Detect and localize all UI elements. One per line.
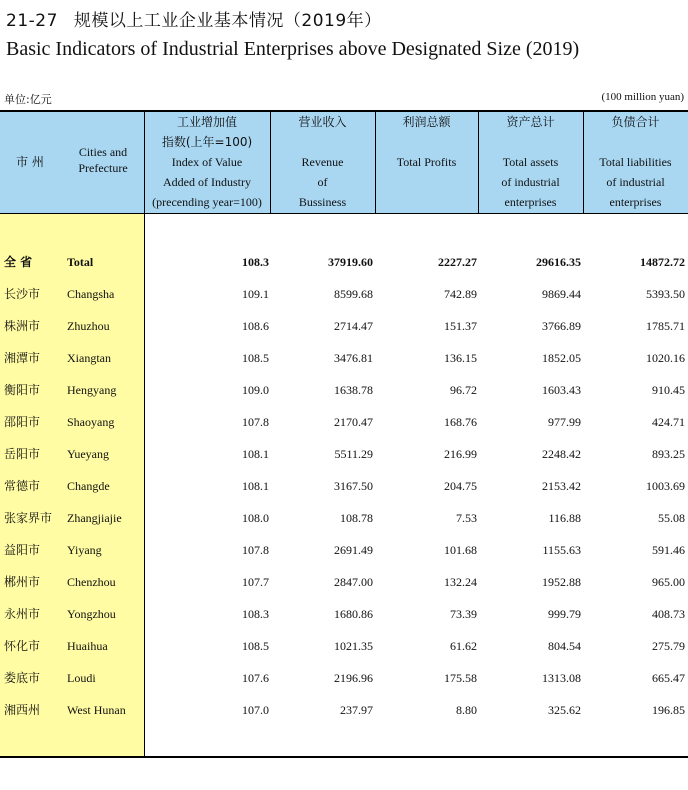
city-name-cn: 永州市 xyxy=(4,607,41,621)
city-name-en: Changde xyxy=(67,479,110,493)
value-profits: 96.72 xyxy=(450,383,477,397)
value-assets: 2248.42 xyxy=(542,447,581,461)
value-index: 108.6 xyxy=(242,319,269,333)
value-assets: 29616.35 xyxy=(536,255,581,269)
value-profits: 151.37 xyxy=(444,319,477,333)
value-profits: 2227.27 xyxy=(438,255,477,269)
city-name-en: Zhuzhou xyxy=(67,319,110,333)
value-revenue: 5511.29 xyxy=(334,447,373,461)
city-name-en: Xiangtan xyxy=(67,351,111,365)
city-name-cn: 常德市 xyxy=(4,479,41,493)
value-assets: 977.99 xyxy=(548,415,581,429)
value-assets: 9869.44 xyxy=(542,287,581,301)
city-name-cn: 益阳市 xyxy=(4,543,41,557)
city-name-en: Hengyang xyxy=(67,383,117,397)
table-row xyxy=(0,598,688,630)
value-profits: 73.39 xyxy=(450,607,477,621)
city-name-cn: 长沙市 xyxy=(4,287,41,301)
value-liabilities: 893.25 xyxy=(652,447,685,461)
city-name-en: Loudi xyxy=(67,671,96,685)
value-profits: 216.99 xyxy=(444,447,477,461)
value-index: 107.0 xyxy=(242,703,269,717)
table-row xyxy=(0,566,688,598)
value-index: 108.0 xyxy=(242,511,269,525)
header-index: 工业增加值 指数(上年=100) Index of Value Added of Industry (precending year=100) xyxy=(152,115,262,209)
city-name-cn: 湘西州 xyxy=(4,703,41,717)
city-name-cn: 岳阳市 xyxy=(4,447,41,461)
table-row xyxy=(0,662,688,694)
value-profits: 101.68 xyxy=(444,543,477,557)
table-row xyxy=(0,406,688,438)
value-assets: 325.62 xyxy=(548,703,581,717)
value-liabilities: 591.46 xyxy=(652,543,685,557)
value-liabilities: 14872.72 xyxy=(640,255,685,269)
value-liabilities: 1785.71 xyxy=(646,319,685,333)
value-assets: 1603.43 xyxy=(542,383,581,397)
value-index: 109.1 xyxy=(242,287,269,301)
value-revenue: 2170.47 xyxy=(334,415,373,429)
value-revenue: 1638.78 xyxy=(334,383,373,397)
value-assets: 1952.88 xyxy=(542,575,581,589)
value-liabilities: 55.08 xyxy=(658,511,685,525)
value-index: 107.6 xyxy=(242,671,269,685)
value-index: 108.3 xyxy=(242,607,269,621)
value-assets: 3766.89 xyxy=(542,319,581,333)
value-index: 107.8 xyxy=(242,415,269,429)
value-index: 108.5 xyxy=(242,639,269,653)
page-title-en: Basic Indicators of Industrial Enterprises above Designated Size (2019) xyxy=(6,38,580,60)
city-name-cn: 张家界市 xyxy=(4,511,53,525)
city-name-cn: 郴州市 xyxy=(4,575,41,589)
value-index: 108.1 xyxy=(242,479,269,493)
value-revenue: 1680.86 xyxy=(334,607,373,621)
city-name-en: Zhangjiajie xyxy=(67,511,122,525)
value-revenue: 1021.35 xyxy=(334,639,373,653)
table-row xyxy=(0,342,688,374)
header-liabilities: 负债合计 Total liabilities of industrial enterprises xyxy=(599,115,672,209)
table-bottom-rule xyxy=(0,756,688,758)
value-liabilities: 965.00 xyxy=(652,575,685,589)
table-header-rule xyxy=(0,213,688,214)
value-revenue: 2196.96 xyxy=(334,671,373,685)
value-profits: 132.24 xyxy=(444,575,477,589)
value-index: 107.7 xyxy=(242,575,269,589)
table-row xyxy=(0,438,688,470)
value-liabilities: 5393.50 xyxy=(646,287,685,301)
city-name-en: West Hunan xyxy=(67,703,126,717)
value-liabilities: 275.79 xyxy=(652,639,685,653)
table-row xyxy=(0,374,688,406)
value-index: 107.8 xyxy=(242,543,269,557)
value-revenue: 3167.50 xyxy=(334,479,373,493)
value-liabilities: 408.73 xyxy=(652,607,685,621)
table-row xyxy=(0,470,688,502)
header-city-cn: 市 州 xyxy=(16,155,44,169)
city-name-en: Yueyang xyxy=(67,447,109,461)
value-revenue: 8599.68 xyxy=(334,287,373,301)
value-revenue: 2691.49 xyxy=(334,543,373,557)
value-revenue: 2847.00 xyxy=(334,575,373,589)
value-index: 108.5 xyxy=(242,351,269,365)
value-profits: 8.80 xyxy=(456,703,477,717)
value-index: 109.0 xyxy=(242,383,269,397)
value-revenue: 108.78 xyxy=(340,511,373,525)
city-name-cn: 邵阳市 xyxy=(4,415,41,429)
value-index: 108.1 xyxy=(242,447,269,461)
header-city-en: Cities and Prefecture xyxy=(78,145,128,175)
table-row xyxy=(0,694,688,726)
value-liabilities: 196.85 xyxy=(652,703,685,717)
header-profits: 利润总额 Total Profits xyxy=(396,115,457,169)
value-index: 108.3 xyxy=(242,255,269,269)
table-number: 21-27 xyxy=(6,11,58,31)
value-revenue: 3476.81 xyxy=(334,351,373,365)
value-profits: 61.62 xyxy=(450,639,477,653)
table-row xyxy=(0,310,688,342)
city-name-cn: 衡阳市 xyxy=(4,383,41,397)
city-name-cn: 全 省 xyxy=(4,255,33,269)
value-assets: 1313.08 xyxy=(542,671,581,685)
header-revenue: 营业收入 Revenue of Bussiness xyxy=(298,115,347,209)
city-name-en: Changsha xyxy=(67,287,115,301)
value-revenue: 37919.60 xyxy=(328,255,373,269)
table-row xyxy=(0,630,688,662)
city-name-en: Shaoyang xyxy=(67,415,115,429)
header-assets: 资产总计 Total assets of industrial enterprises xyxy=(501,115,560,209)
title-cn-text: 规模以上工业企业基本情况（2019年） xyxy=(73,11,382,31)
value-profits: 742.89 xyxy=(444,287,477,301)
unit-label-cn: 单位:亿元 xyxy=(4,93,52,106)
city-name-cn: 湘潭市 xyxy=(4,351,41,365)
unit-label-en: (100 million yuan) xyxy=(601,91,684,103)
city-name-cn: 娄底市 xyxy=(4,671,41,685)
value-profits: 168.76 xyxy=(444,415,477,429)
table-row-total xyxy=(0,246,688,278)
value-profits: 204.75 xyxy=(444,479,477,493)
city-name-en: Yiyang xyxy=(67,543,102,557)
value-liabilities: 424.71 xyxy=(652,415,685,429)
value-revenue: 2714.47 xyxy=(334,319,373,333)
table-row xyxy=(0,278,688,310)
value-revenue: 237.97 xyxy=(340,703,373,717)
value-assets: 1155.63 xyxy=(542,543,581,557)
value-assets: 999.79 xyxy=(548,607,581,621)
city-name-en: Total xyxy=(67,255,94,269)
city-name-cn: 怀化市 xyxy=(4,639,41,653)
value-liabilities: 665.47 xyxy=(652,671,685,685)
city-name-cn: 株洲市 xyxy=(4,319,41,333)
value-assets: 116.88 xyxy=(548,511,581,525)
table-row xyxy=(0,534,688,566)
city-name-en: Chenzhou xyxy=(67,575,116,589)
page-title-cn xyxy=(6,6,382,31)
value-assets: 1852.05 xyxy=(542,351,581,365)
value-profits: 7.53 xyxy=(456,511,477,525)
value-profits: 136.15 xyxy=(444,351,477,365)
value-liabilities: 910.45 xyxy=(652,383,685,397)
value-profits: 175.58 xyxy=(444,671,477,685)
city-name-en: Huaihua xyxy=(67,639,108,653)
table-row xyxy=(0,502,688,534)
city-name-en: Yongzhou xyxy=(67,607,116,621)
value-assets: 2153.42 xyxy=(542,479,581,493)
value-assets: 804.54 xyxy=(548,639,581,653)
value-liabilities: 1020.16 xyxy=(646,351,685,365)
value-liabilities: 1003.69 xyxy=(646,479,685,493)
